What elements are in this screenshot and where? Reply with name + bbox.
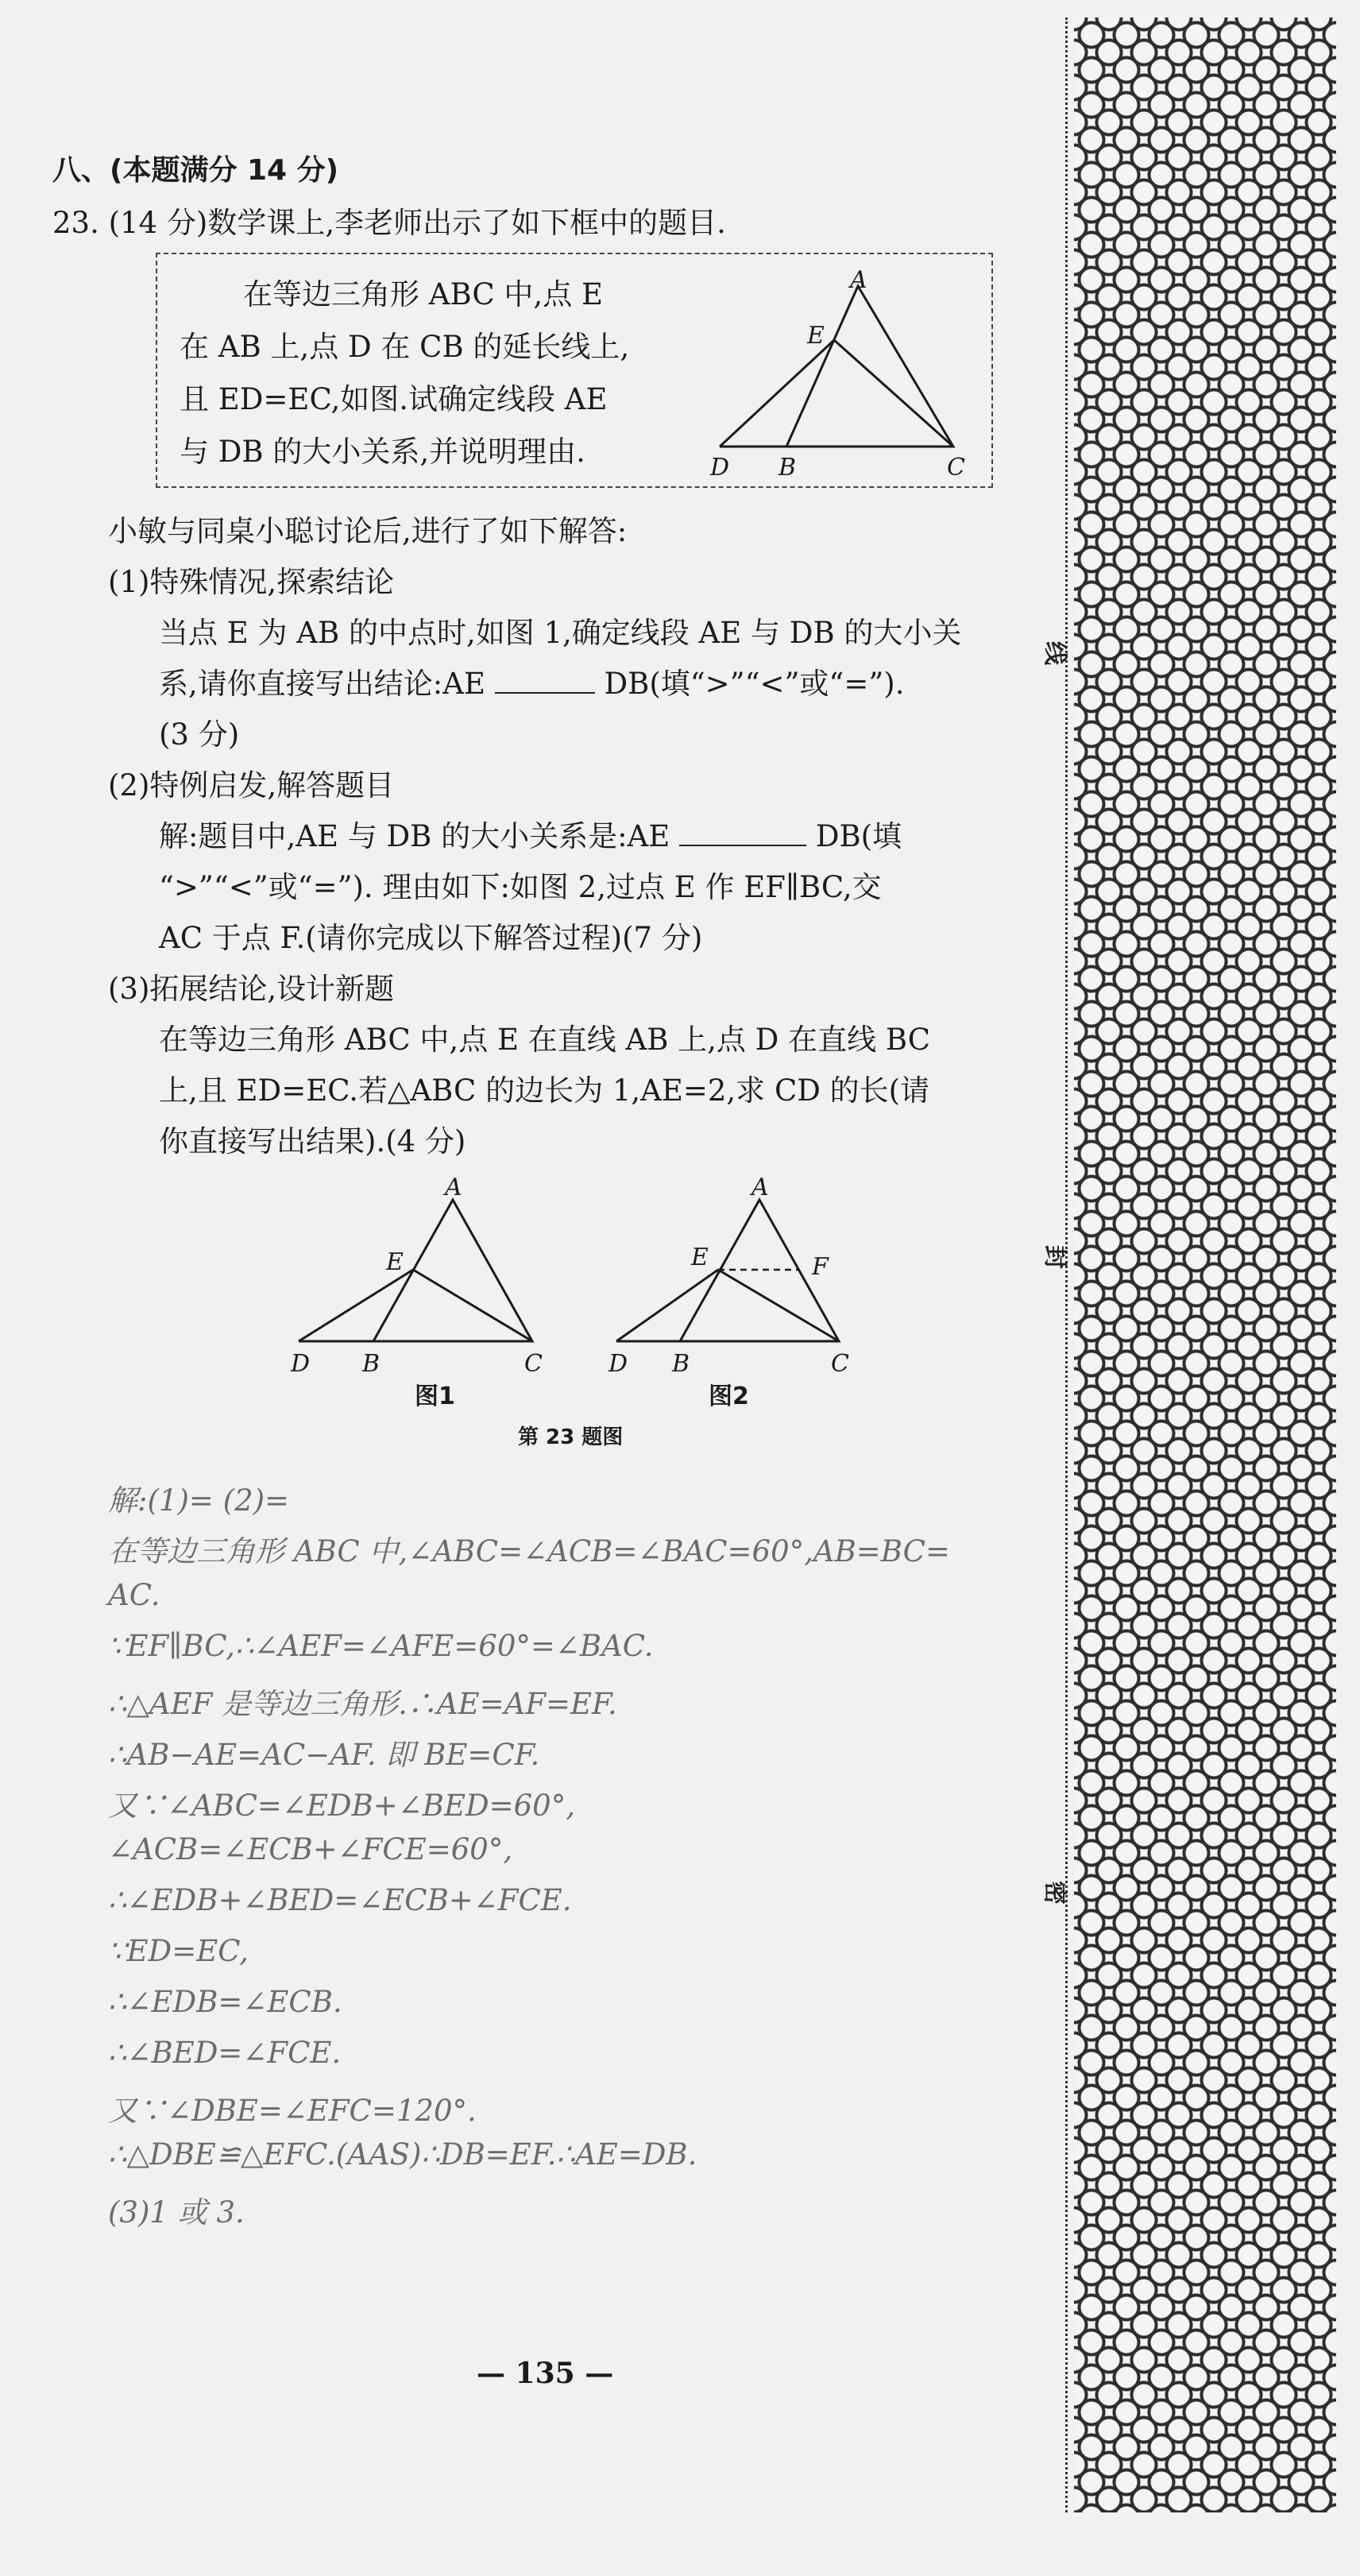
part2-blank[interactable] [679, 821, 806, 846]
frame-label-b: B [779, 454, 797, 482]
part3-line3: 你直接写出结果).(4 分) [159, 1124, 466, 1158]
answer-line-10: ∵ED=EC, [108, 1934, 249, 1968]
part1-title: (1)特殊情况,探索结论 [108, 565, 395, 599]
part1-line2 [159, 659, 904, 702]
figure-caption: 第 23 题图 [518, 1425, 624, 1449]
fig1-label-d: D [291, 1350, 311, 1378]
part2-line2: “>”“<”或“=”). 理由如下:如图 2,过点 E 作 EF∥BC,交 [159, 870, 882, 904]
frame-label-e: E [807, 322, 825, 350]
fig1-label-c: C [524, 1350, 543, 1378]
fig2-label-d: D [609, 1350, 628, 1378]
frame-line-2: 在 AB 上,点 D 在 CB 的延长线上, [180, 330, 630, 364]
answer-line-4: ∵EF∥BC,∴∠AEF=∠AFE=60°=∠BAC. [108, 1629, 654, 1663]
part2-line1 [159, 812, 902, 855]
answer-line-3: AC. [108, 1578, 160, 1612]
answer-line-11: ∴∠EDB=∠ECB. [108, 1985, 342, 2019]
fig1-label-b: B [362, 1350, 381, 1378]
side-mark-mi: 密 [1041, 1881, 1068, 1905]
frame-line-3: 且 ED=EC,如图.试确定线段 AE [180, 382, 608, 416]
side-mark-xian: 线 [1041, 641, 1068, 665]
page-number: — 135 — [477, 2357, 614, 2390]
question-intro: 23. (14 分)数学课上,李老师出示了如下框中的题目. [52, 206, 726, 240]
part1-blank[interactable] [495, 668, 595, 694]
fig1-label-a: A [445, 1174, 462, 1201]
fig2-label-c: C [831, 1350, 849, 1378]
answer-line-15: (3)1 或 3. [108, 2195, 245, 2230]
part3-line2: 上,且 ED=EC.若△ABC 的边长为 1,AE=2,求 CD 的长(请 [159, 1073, 930, 1108]
answer-line-6: ∴AB−AE=AC−AF. 即 BE=CF. [108, 1738, 540, 1772]
answer-line-12: ∴∠BED=∠FCE. [108, 2036, 342, 2070]
frame-label-a: A [850, 270, 867, 294]
frame-line-1: 在等边三角形 ABC 中,点 E [243, 277, 603, 311]
frame-figure [699, 270, 985, 485]
answer-line-13: 又∵∠DBE=∠EFC=120°. [108, 2094, 477, 2128]
section-header: 八、(本题满分 14 分) [52, 154, 339, 187]
frame-line-4: 与 DB 的大小关系,并说明理由. [180, 435, 585, 469]
discussion-text: 小敏与同桌小聪讨论后,进行了如下解答: [108, 514, 628, 548]
decorative-pattern-strip [1074, 17, 1336, 2512]
part2-line3: AC 于点 F.(请你完成以下解答过程)(7 分) [159, 921, 703, 955]
answer-line-8: ∠ACB=∠ECB+∠FCE=60°, [108, 1832, 513, 1866]
fig2-caption: 图2 [709, 1383, 749, 1410]
part3-title: (3)拓展结论,设计新题 [108, 972, 395, 1006]
fig2-label-e: E [691, 1244, 709, 1271]
part1-line2-a: 系,请你直接写出结论:AE [159, 667, 495, 701]
part2-line1-b: DB(填 [806, 819, 902, 853]
answer-line-7: 又∵∠ABC=∠EDB+∠BED=60°, [108, 1789, 575, 1823]
part2-line1-a: 解:题目中,AE 与 DB 的大小关系是:AE [159, 819, 680, 853]
fig2-label-f: F [812, 1253, 829, 1281]
side-mark-feng: 封 [1041, 1245, 1068, 1269]
fig1-label-e: E [386, 1248, 404, 1276]
part1-line1: 当点 E 为 AB 的中点时,如图 1,确定线段 AE 与 DB 的大小关 [159, 616, 962, 650]
fig2-label-b: B [672, 1350, 690, 1378]
frame-label-d: D [710, 454, 730, 482]
part1-score: (3 分) [159, 717, 240, 752]
figure-2 [604, 1168, 874, 1406]
frame-label-c: C [947, 454, 965, 482]
answer-line-14: ∴△DBE≌△EFC.(AAS)∴DB=EF.∴AE=DB. [108, 2137, 697, 2172]
figure-1 [286, 1168, 556, 1406]
part3-line1: 在等边三角形 ABC 中,点 E 在直线 AB 上,点 D 在直线 BC [159, 1023, 931, 1057]
part1-line2-b: DB(填“>”“<”或“=”). [594, 667, 905, 701]
answer-line-2: 在等边三角形 ABC 中,∠ABC=∠ACB=∠BAC=60°,AB=BC= [108, 1534, 950, 1568]
part2-title: (2)特例启发,解答题目 [108, 768, 395, 803]
answer-line-1: 解:(1)= (2)= [108, 1483, 290, 1518]
fig2-label-a: A [751, 1174, 769, 1201]
answer-line-9: ∴∠EDB+∠BED=∠ECB+∠FCE. [108, 1883, 572, 1917]
answer-line-5: ∴△AEF 是等边三角形.∴AE=AF=EF. [108, 1687, 617, 1721]
fig1-caption: 图1 [415, 1383, 455, 1410]
